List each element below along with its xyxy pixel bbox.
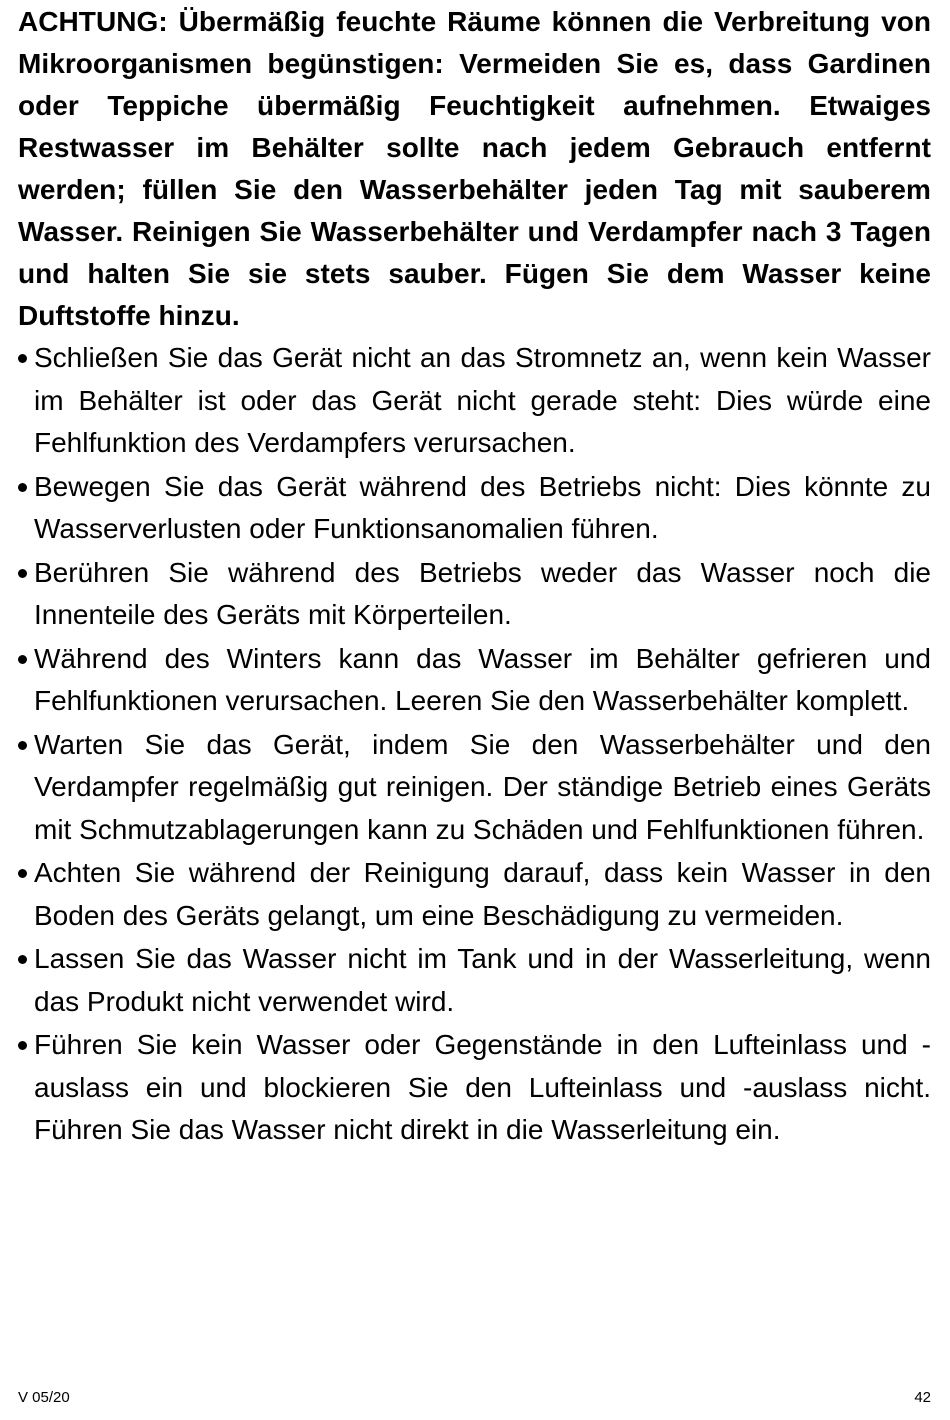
list-item	[18, 638, 931, 723]
bullet-icon	[18, 354, 27, 363]
footer-version: V 05/20	[18, 1389, 70, 1406]
bullet-icon	[18, 1041, 27, 1050]
list-item-text: Führen Sie kein Wasser oder Gegenstände in den Lufteinlass und -auslass ein und blockieren Sie den Lufteinlass und -auslass nicht. Führen Sie das Wasser nicht direkt in die Wasserleitung ein.	[34, 1029, 931, 1145]
list-item	[18, 938, 931, 1023]
bullet-icon	[18, 869, 27, 878]
list-item	[18, 552, 931, 637]
safety-bullet-list	[18, 337, 931, 1152]
warning-paragraph: ACHTUNG: Übermäßig feuchte Räume können die Verbreitung von Mikroorganismen begünstigen: Vermeiden Sie es, dass Gardinen oder Teppiche übermäßig Feuchtigkeit aufnehmen. Etwaiges Restwasser im Behälter sollte nach jedem Gebrauch entfernt werden; füllen Sie den Wasserbehälter jeden Tag mit sauberem Wasser. Reinigen Sie Wasserbehälter und Verdampfer nach 3 Tagen und halten Sie sie stets sauber. Fügen Sie dem Wasser keine Duftstoffe hinzu.	[18, 6, 931, 331]
document-page	[18, 0, 931, 1153]
bullet-icon	[18, 483, 27, 492]
list-item-text: Schließen Sie das Gerät nicht an das Stromnetz an, wenn kein Wasser im Behälter ist oder das Gerät nicht gerade steht: Dies würde eine Fehlfunktion des Verdampfers verursachen.	[34, 342, 931, 458]
list-item-text: Während des Winters kann das Wasser im Behälter gefrieren und Fehlfunktionen verursachen. Leeren Sie den Wasserbehälter komplett.	[34, 642, 931, 716]
bullet-icon	[18, 569, 27, 578]
list-item-text: Warten Sie das Gerät, indem Sie den Wasserbehälter und den Verdampfer regelmäßig gut reinigen. Der ständige Betrieb eines Geräts mit Schmutzablagerungen kann zu Schäden und Fehlfunktionen führen.	[34, 728, 931, 845]
list-item	[18, 724, 931, 852]
bullet-icon	[18, 955, 27, 964]
bullet-icon	[18, 741, 27, 750]
list-item-text: Achten Sie während der Reinigung darauf, dass kein Wasser in den Boden des Geräts gelangt, um eine Beschädigung zu vermeiden.	[34, 857, 931, 931]
list-item-text: Berühren Sie während des Betriebs weder das Wasser noch die Innenteile des Geräts mit Körperteilen.	[34, 556, 931, 630]
list-item	[18, 852, 931, 937]
bullet-icon	[18, 655, 27, 664]
footer-page-number: 42	[914, 1389, 931, 1406]
list-item-text: Bewegen Sie das Gerät während des Betriebs nicht: Dies könnte zu Wasserverlusten oder Funktionsanomalien führen.	[34, 470, 931, 544]
list-item	[18, 337, 931, 465]
list-item-text: Lassen Sie das Wasser nicht im Tank und in der Wasserleitung, wenn das Produkt nicht verwendet wird.	[34, 943, 931, 1017]
list-item	[18, 1024, 931, 1152]
list-item	[18, 466, 931, 551]
